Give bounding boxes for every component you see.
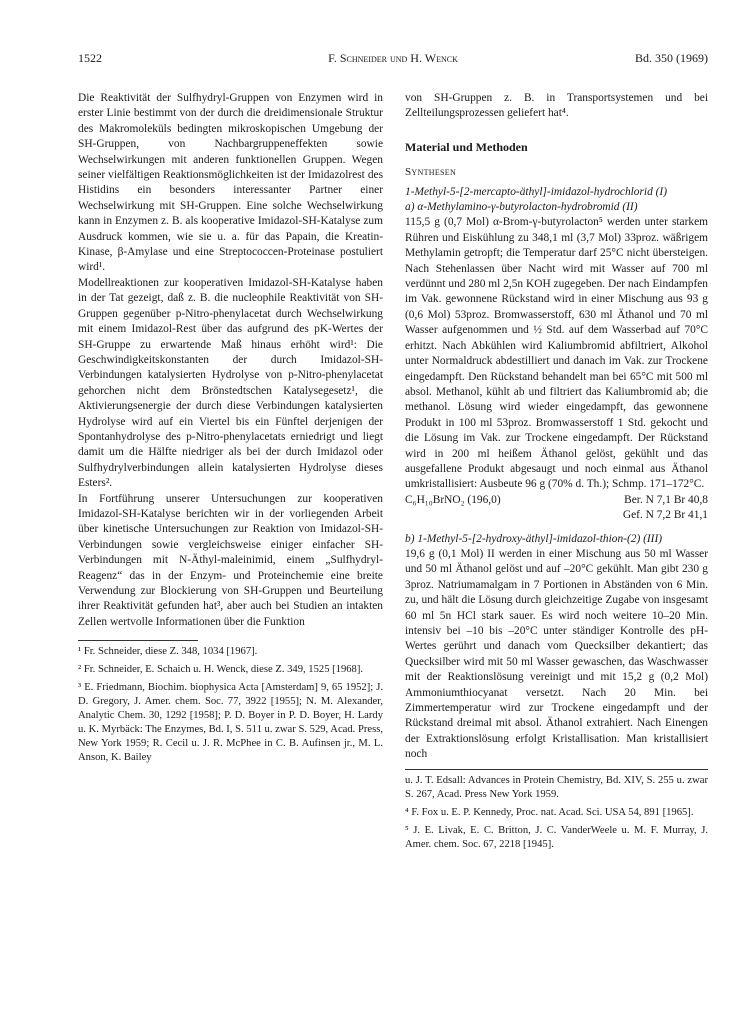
left-column — [78, 91, 383, 765]
footnote-1: ¹ Fr. Schneider, diese Z. 348, 1034 [1967]. — [78, 646, 258, 658]
volume-info: Bd. 350 (1969) — [635, 51, 708, 65]
footnote-5: ⁵ J. E. Livak, E. C. Britton, J. C. VanderWeele u. M. F. Murray, J. Amer. chem. Soc. 67, 2218 [1945]. — [405, 824, 708, 850]
running-header — [78, 51, 708, 69]
intro-paragraph-2: Modellreaktionen zur kooperativen Imidazol-SH-Katalyse haben in der Tat gezeigt, daß z. B. die nucleophile Reaktivität von SH-Gruppen gegenüber p-Nitro-phenylacetat durch Wechselwirkung mit einem Imidazol-Rest über das aufgrund des pK-Wertes der SH-Gruppe zu erwartende Maß hinaus erhöht wird¹: Die Geschwindigkeitskonstanten der durch Imidazol-SH-Verbindungen katalysierten Hydrolyse von p-Nitro-phenylacetat gehorchen nicht dem Brönstedtschen Katalysegesetz¹, die Aktivierungsenergie der durch diese Verbindungen katalysierten Hydrolyse wird auf ein Viertel bis ein Fünftel derjenigen der Spontanhydrolyse des p-Nitro-phenylacetats erniedrigt und liegt damit um die Hälfte niedriger als bei der durch Imidazol oder Sulfhydrylverbindungen allein katalysierten Hydrolyse dieses Esters². — [78, 276, 383, 490]
intro-paragraph-3: In Fortführung unserer Untersuchungen zur kooperativen Imidazol-SH-Katalyse berichten wir in der vorliegenden Arbeit über kinetische Untersuchungen zur Reaktion von Imidazol-SH-Verbindungen sowie vergleichsweise einiger einfacher SH-Verbindungen mit N-Äthyl-maleinimid, einem „Sulfhydryl-Reagenz“ das in der Enzym- und Proteinchemie eine breite Verwendung zur Blockierung von SH-Gruppen und Beurteilung ihrer Reaktivität gefunden hat³, aber auch bei Studien an intakten Zellen wertvolle Informationen über die Funktion — [78, 492, 383, 628]
step-a-title: a) α-Methylamino-γ-butyrolacton-hydrobromid (II) — [405, 201, 638, 214]
page-number: 1522 — [78, 51, 102, 65]
footnote-rule — [78, 640, 198, 641]
footnote-3: ³ E. Friedmann, Biochim. biophysica Acta [Amsterdam] 9, 65 1952]; J. D. Gregory, J. Amer. chem. Soc. 77, 3922 [1955]; N. M. Alexander, Analytic Chem. 30, 1292 [1958]; P. D. Boyer in P. D. Boyer, H. Lardy u. K. Myrbäck: The Enzymes, Bd. I, S. 511 u. zwar S. 529, Acad. Press, New York 1959; R. Cecil u. J. R. McPhee in C. B. Aufinsen jr., M. L. Anson, K. Bailey — [78, 682, 383, 764]
continued-paragraph: von SH-Gruppen z. B. in Transportsystemen und bei Zellteilungsprozessen geliefert hat⁴. — [405, 92, 708, 120]
step-b-title: b) 1-Methyl-5-[2-hydroxy-äthyl]-imidazol-thion-(2) (III) — [405, 532, 663, 545]
section-heading: Material und Methoden — [405, 139, 528, 154]
formula-line — [405, 493, 708, 508]
subsection-heading: Synthesen — [405, 166, 457, 179]
step-b-text: 19,6 g (0,1 Mol) II werden in einer Mischung aus 50 ml Wasser und 50 ml Äthanol gelöst und auf –20°C gekühlt. Man gibt 230 g 3proz. Natriumamalgam in 7 Portionen in Abständen von 6 Min. zu, und hält die Lösung durch gleichzeitige Zugabe von insgesamt 60 ml 5n HCl stark sauer. Es wird noch weitere 10–20 Min. intensiv bei –10 bis –20°C unter ständiger Kontrolle des pH-Wertes gerührt und danach vom Quecksilber dekantiert; das Quecksilber wird mit 50 ml Wasser gewaschen, das Waschwasser mit der Reaktionslösung vereinigt und mit 15,2 g (0,2 Mol) Ammoniumthiocyanat versetzt. Nach 20 Min. bei Zimmertemperatur wird zur Trockene eingedampft und der Rückstand dreimal mit absol. Äthanol extrahiert. Nach Einengen der Extraktionslösung erfolgt Kristallisation. Man kristallisiert noch — [405, 547, 708, 761]
footnote-2: ² Fr. Schneider, E. Schaich u. H. Wenck, diese Z. 349, 1525 [1968]. — [78, 664, 364, 676]
step-a-text: 115,5 g (0,7 Mol) α-Brom-γ-butyrolacton⁵ werden unter starkem Rühren und Eiskühlung zu 348,1 ml (3,7 Mol) 33proz. wäßrigem Methylamin getropft; die Temperatur darf 25°C nicht übersteigen. Nach Stehenlassen über Nacht wird mit Wasser auf 700 ml verdünnt und 280 ml 2,5n KOH zugegeben. Der nach Eindampfen im Vak. gewonnene Rückstand wird in einer Mischung aus 93 g (0,6 Mol) 53proz. Bromwasserstoff, 630 ml Äthanol und 70 ml Wasser aufgenommen und ½ Std. auf dem Wasserbad auf 70°C erhitzt. Nach Abkühlen wird Kaliumbromid abfiltriert, Alkohol unter Normaldruck abdestilliert und danach im Vak. zur Trockene eingedampft. Den Rückstand behandelt man bei 65°C mit 500 ml absol. Methanol, kühlt ab und filtriert das Kaliumbromid ab; die methanol. Lösung wird wieder eingedampft, das gewonnene Produkt in 100 ml 53proz. Bromwasserstoff 1 Std. gekocht und die Lösung im Vak. zur Trockene eingedampft. Der Rückstand wird in 200 ml heißem Äthanol gelöst, gekühlt und das ausgefallene Produkt abgesaugt und noch einmal aus Äthanol umkristallisiert: Ausbeute 96 g (70% d. Th.); Schmp. 171–172°C. — [405, 216, 708, 491]
footnote-3-cont: u. J. T. Edsall: Advances in Protein Chemistry, Bd. XIV, S. 255 u. zwar S. 267, Acad. Press New York 1959. — [405, 769, 708, 802]
footnote-4: ⁴ F. Fox u. E. P. Kennedy, Proc. nat. Acad. Sci. USA 54, 891 [1965]. — [405, 806, 694, 818]
analysis-calculated: Ber. N 7,1 Br 40,8 — [624, 493, 708, 506]
molecular-formula: C₆H₁₀BrNO₂ (196,0) — [405, 493, 501, 506]
right-column — [405, 91, 708, 852]
intro-paragraph-1: Die Reaktivität der Sulfhydryl-Gruppen von Enzymen wird in erster Linie bestimmt von der durch die dreidimensionale Struktur des Makromoleküls bedingten mikroskopischen Umgebung der SH-Gruppen, von Nachbargruppeneffekten sowie Wechselwirkungen mit anderen funktionellen Gruppen. Wegen seiner vielfältigen Reaktionsmöglichkeiten ist der Imidazolrest des Histidins ein besonders interessanter Partner einer Wechselwirkung mit SH-Gruppen. Eine solche Wechselwirkung kann in Enzymen z. B. als kooperative Imidazol-SH-Katalyse zum Ausdruck kommen, wie sie u. a. für das Papain, die Kreatin-Kinase, β-Amylase und eine Streptococcen-Proteinase postuliert wird¹. — [78, 92, 383, 274]
running-authors: F. Schneider und H. Wenck — [328, 51, 458, 65]
analysis-found: Gef. N 7,2 Br 41,1 — [622, 509, 708, 522]
compound-title: 1-Methyl-5-[2-mercapto-äthyl]-imidazol-hydrochlorid (I) — [405, 185, 668, 198]
